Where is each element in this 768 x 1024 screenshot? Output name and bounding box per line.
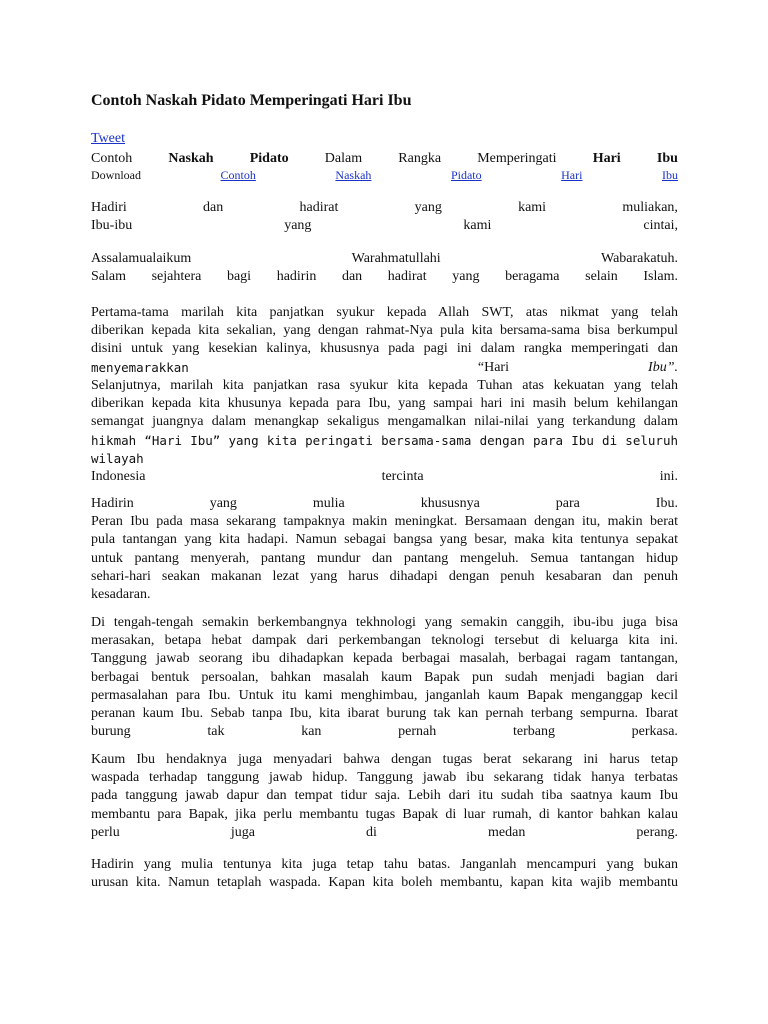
word: cintai, — [643, 218, 678, 234]
word: Salam — [91, 269, 126, 285]
salam-paragraph — [91, 250, 678, 286]
intro-word: Dalam — [324, 151, 363, 166]
intro-paragraph — [91, 150, 678, 183]
paragraph-2 — [91, 377, 678, 486]
text-line — [91, 824, 678, 842]
word: Assalamualaikum — [91, 251, 192, 266]
word: ini. — [659, 469, 678, 485]
word: kan — [301, 724, 322, 740]
text-line: Selanjutnya, marilah kita panjatkan rasa syukur kita kepada Tuhan atas kekuatan yang telah — [91, 378, 678, 393]
word: muliakan, — [622, 200, 678, 215]
download-link[interactable]: Hari — [561, 168, 583, 183]
paragraph-1 — [91, 304, 678, 377]
text-line: untuk pantang menyerah, pantang mundur dan pantang mengeluh. Semua tantangan hidup — [91, 550, 678, 566]
text-line: pada tanggung jawab dapur dan tempat tidur saja. Lebih dari itu sudah tiba saatnya kaum Ibu — [91, 788, 678, 804]
download-line — [91, 168, 678, 183]
text-line: Tanggung jawab seorang ibu dihadapkan kepada berbagai masalah, berbagai ragam tantangan, — [91, 651, 678, 667]
word: hadirat — [387, 269, 427, 285]
greeting-paragraph — [91, 199, 678, 235]
word: di — [366, 824, 377, 840]
text-line: diberikan kepada kita sekalian, yang dengan rahmat-Nya pula kita bersama-sama bisa berkumpul — [91, 323, 678, 339]
word: burung — [91, 724, 131, 740]
intro-word: Hari — [592, 151, 621, 166]
text-line — [91, 359, 678, 377]
text-line: diberikan kepada kita khusunya kepada para Ibu, yang sampai hari ini masih belum kehilangan — [91, 396, 678, 412]
word: Ibu-ibu — [91, 218, 133, 234]
word: khususnya — [420, 496, 480, 511]
word: pernah — [398, 724, 437, 740]
salam-line — [91, 250, 678, 268]
text-line: pula tantangan yang kita hadapi. Namun sebagai bangsa yang besar, maka kita tentunya sepakat — [91, 532, 678, 548]
word: kami — [518, 200, 547, 215]
word: yang — [452, 269, 480, 285]
text-line: Pertama-tama marilah kita panjatkan syukur kepada Allah SWT, atas nikmat yang telah — [91, 305, 678, 320]
download-link[interactable]: Naskah — [335, 168, 372, 183]
text-line: semangat juangnya dalam menangkap sekaligus mengamalkan nilai-nilai yang terkandung dalam — [91, 414, 678, 430]
intro-word: Naskah — [168, 151, 214, 166]
intro-word: Rangka — [398, 151, 442, 166]
intro-line — [91, 150, 678, 168]
text-line: membantu para Bapak, jika perlu membantu tugas Bapak di luar rumah, di kantor bahkan kalau — [91, 806, 678, 822]
word: para — [555, 496, 580, 511]
word: hadirin — [276, 269, 317, 285]
word: hadirat — [299, 200, 339, 215]
word: yang — [209, 496, 237, 511]
text-line — [91, 723, 678, 741]
word: Wabarakatuh. — [601, 251, 678, 266]
text-line: Kaum Ibu hendaknya juga menyadari bahwa dengan tugas berat sekarang ini harus tetap — [91, 752, 678, 767]
text-line: berbagai bentuk persoalan, bahkan masalah kaum Bapak pun sudah menjadi bagian dari — [91, 669, 678, 685]
word: sejahtera — [151, 269, 202, 285]
word: Islam. — [643, 269, 678, 285]
word: juga — [230, 824, 255, 840]
download-link[interactable]: Pidato — [450, 168, 482, 183]
text-line: sehari-hari seakan makanan lezat yang harus dihadapi dengan penuh kesabaran dan penuh — [91, 568, 678, 584]
paragraph-4 — [91, 614, 678, 741]
tweet-link[interactable]: Tweet — [91, 131, 126, 146]
word: Indonesia — [91, 469, 146, 485]
word: dan — [341, 269, 363, 285]
word: yang — [414, 200, 442, 215]
text-line: urusan kita. Namun tetaplah waspada. Kapan kita boleh membantu, kapan kita wajib membantu — [91, 875, 678, 891]
text-line — [91, 495, 678, 513]
intro-word: Pidato — [249, 151, 289, 166]
word: Warahmatullahi — [351, 251, 441, 266]
word: tak — [207, 724, 225, 740]
paragraph-3 — [91, 495, 678, 604]
greeting-line — [91, 199, 678, 217]
hari-ibu-quote — [478, 359, 509, 377]
text-line: Hadirin yang mulia tentunya kita juga tetap tahu batas. Janganlah mencampuri yang bukan — [91, 857, 678, 872]
intro-word: Memperingati — [477, 151, 557, 166]
intro-word: Contoh — [91, 151, 133, 166]
word: “Hari — [477, 359, 509, 375]
text-line: permasalahan para Ibu. Untuk itu kami menghimbau, janganlah kaum Bapak menganggap kecil — [91, 687, 678, 703]
paragraph-6 — [91, 856, 678, 892]
word: menyemarakkan — [91, 359, 189, 375]
text-line — [91, 468, 678, 486]
paragraph-5 — [91, 751, 678, 842]
word: perang. — [636, 824, 678, 840]
text-line: Di tengah-tengah semakin berkembangnya tekhnologi yang semakin canggih, ibu-ibu juga bisa — [91, 615, 678, 630]
download-label: Download — [91, 168, 141, 183]
word: beragama — [505, 269, 560, 285]
word: Hadirin — [91, 496, 134, 511]
word: selain — [585, 269, 618, 285]
word: bagi — [226, 269, 252, 285]
salam-line — [91, 268, 678, 286]
intro-word: Ibu — [656, 151, 678, 166]
text-line: kesadaran. — [91, 587, 151, 603]
word: mulia — [312, 496, 345, 511]
word: perlu — [91, 824, 120, 840]
word: kami — [463, 218, 492, 234]
word: perkasa. — [631, 724, 678, 740]
word: Hadiri — [91, 200, 127, 215]
word: Ibu”. — [648, 359, 678, 375]
text-line: hikmah “Hari Ibu” yang kita peringati bersama-sama dengan para Ibu di seluruh wilayah — [91, 432, 678, 466]
greeting-line — [91, 217, 678, 235]
word: medan — [488, 824, 526, 840]
download-link[interactable]: Contoh — [220, 168, 256, 183]
word: terbang — [512, 724, 555, 740]
download-link[interactable]: Ibu — [662, 168, 678, 183]
text-line: peranan kaum Ibu. Sebab tanpa Ibu, kita ibarat burung tak kan pernah terbang sempurna. Ibarat — [91, 706, 678, 722]
text-line: disini untuk yang kesekian kalinya, khususnya pada pagi ini dalam rangka memperingati dan — [91, 341, 678, 357]
text-line: waspada terhadap tanggung jawab hidup. Tanggung jawab ibu sekarang tidak hanya terbatas — [91, 770, 678, 786]
text-line: merasakan, betapa hebat dampak dari perkembangan teknologi tersebut di keluarga kita ini. — [91, 633, 678, 649]
word: yang — [284, 218, 312, 234]
word: Ibu. — [655, 496, 678, 511]
word: dan — [203, 200, 224, 215]
word: tercinta — [381, 469, 424, 485]
document-title: Contoh Naskah Pidato Memperingati Hari Ibu — [91, 92, 412, 109]
text-line: Peran Ibu pada masa sekarang tampaknya makin meningkat. Bersamaan dengan itu, makin berat — [91, 514, 678, 530]
